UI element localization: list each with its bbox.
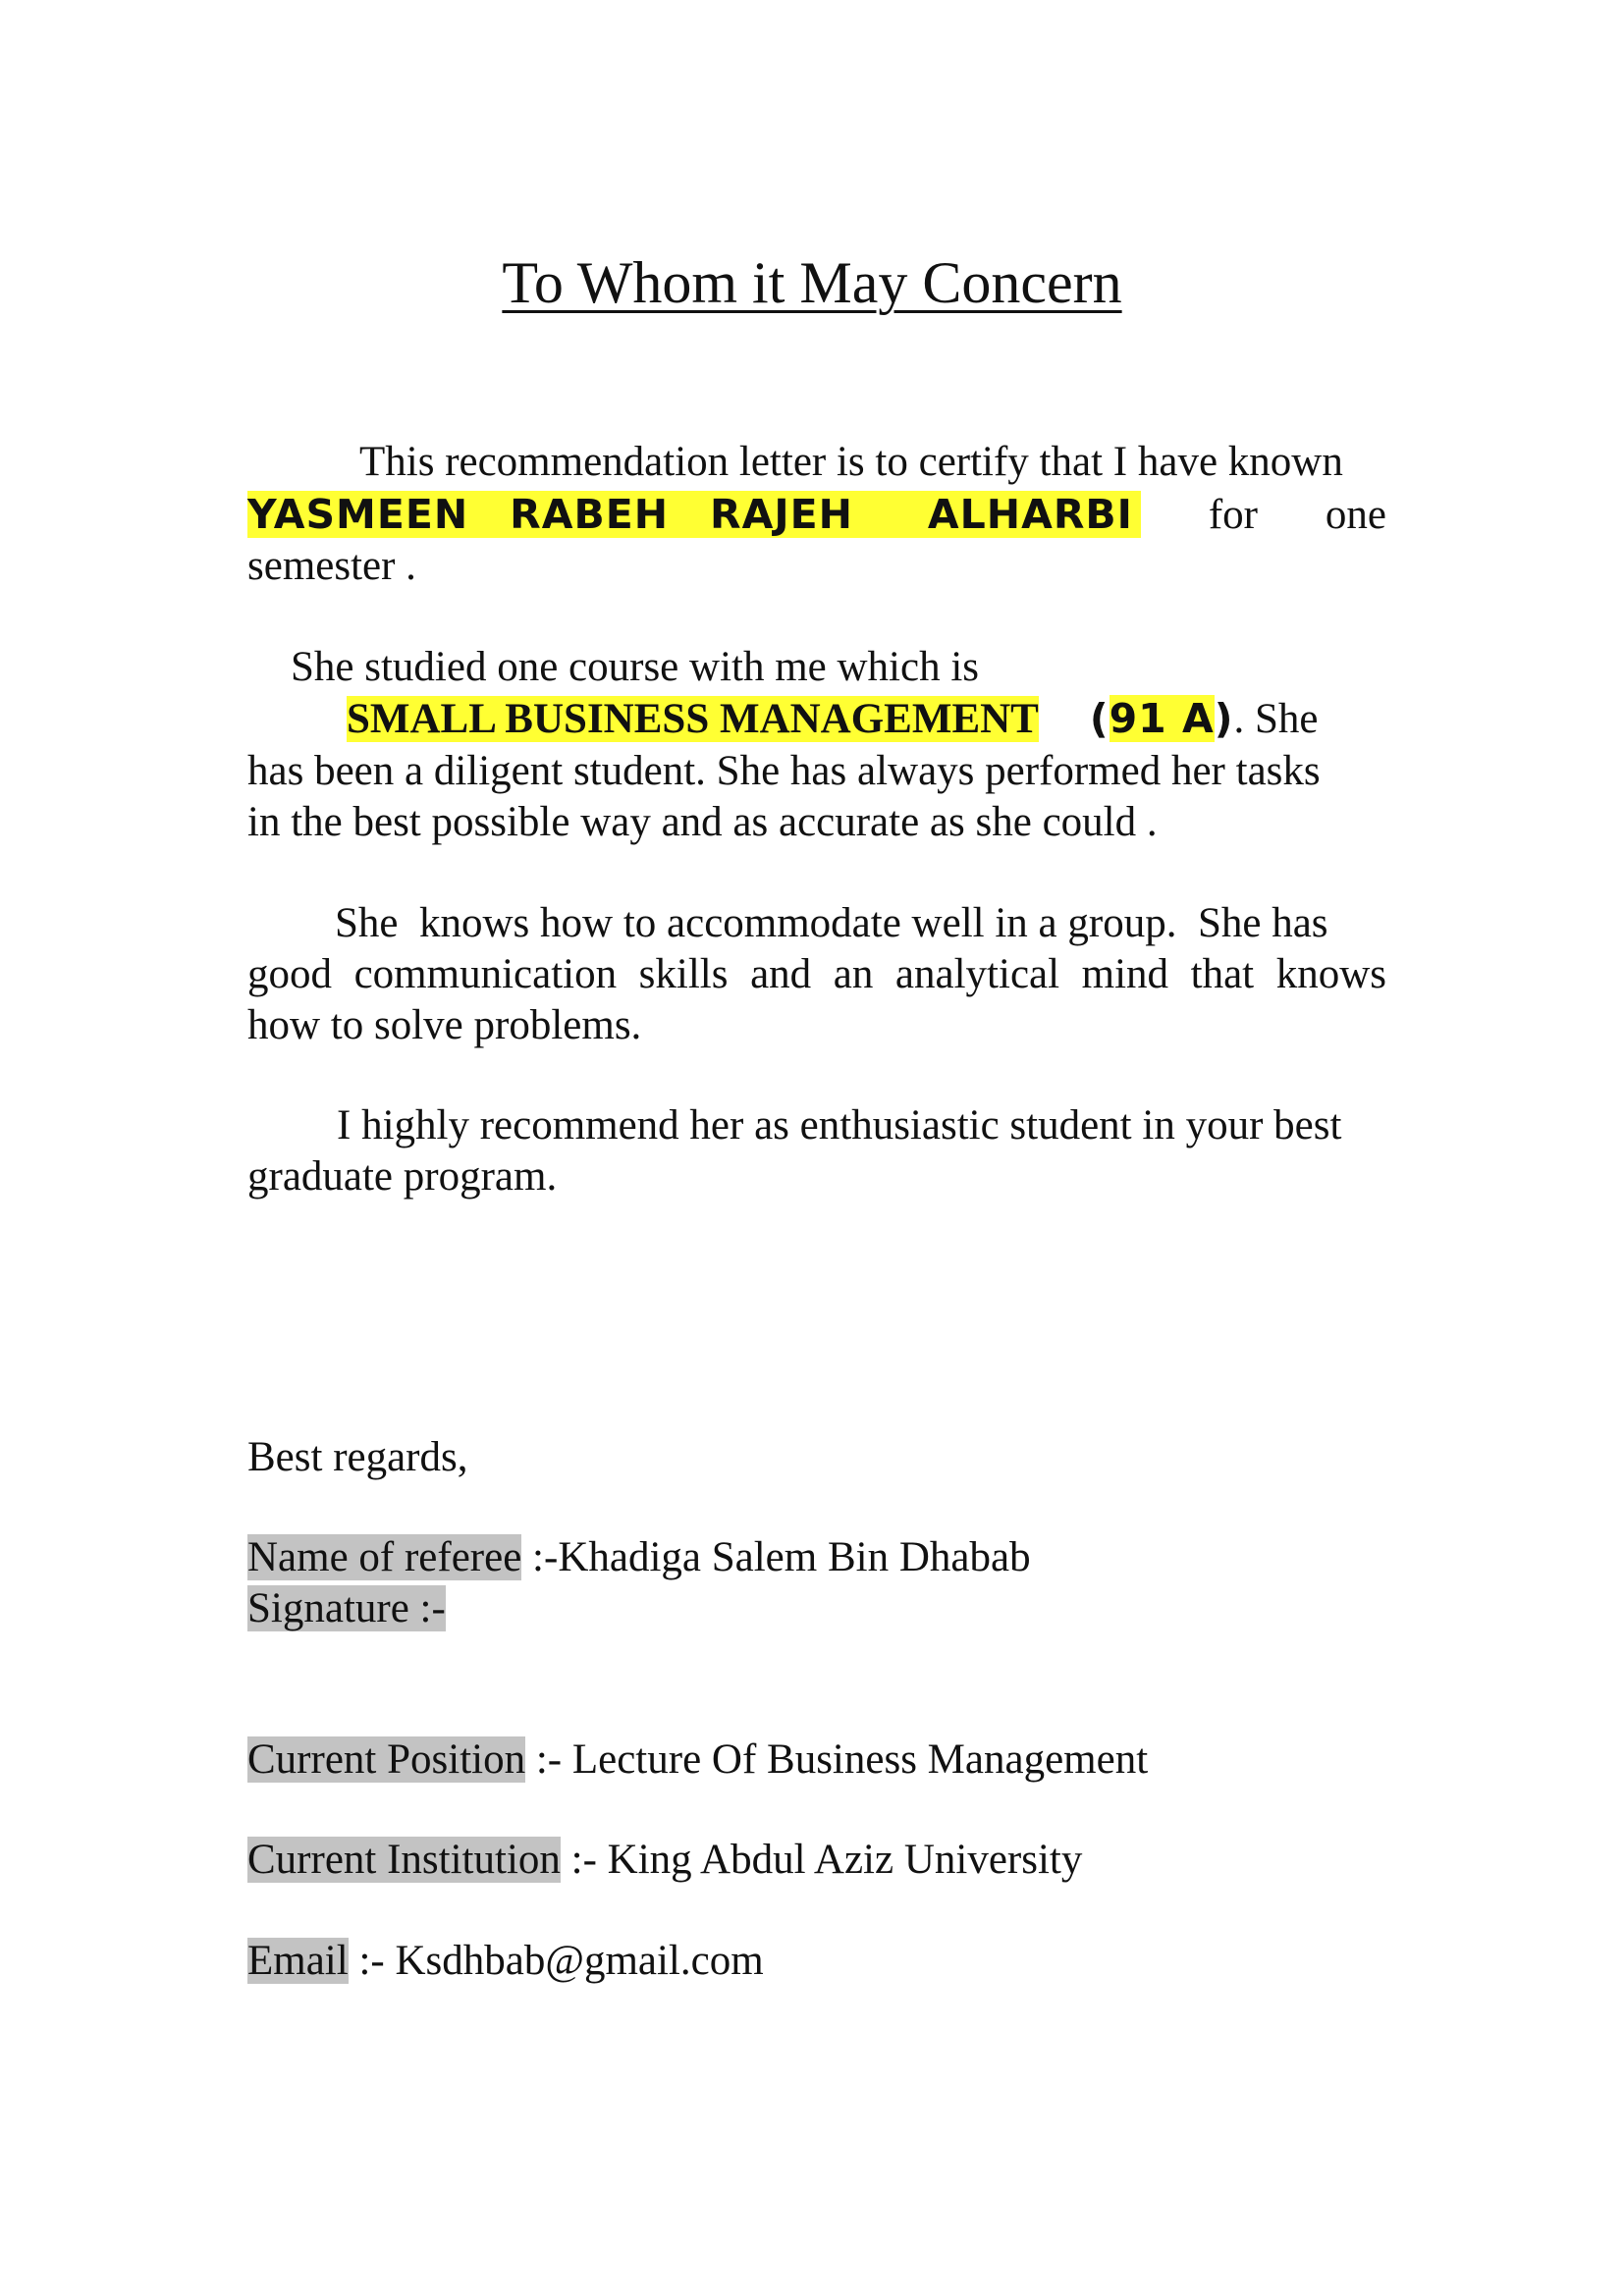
institution-value: :- King Abdul Aziz University <box>560 1837 1083 1883</box>
email-row <box>247 1936 764 1987</box>
course-paren-open: ( <box>1089 695 1110 742</box>
after-name-word: one <box>1325 492 1387 538</box>
signature-label: Signature :- <box>247 1585 446 1631</box>
letter-title: To Whom it May Concern <box>502 250 1122 315</box>
paragraph4-line1: I highly recommend her as enthusiastic student in your best <box>337 1102 1342 1148</box>
student-name-highlight <box>247 491 1141 538</box>
email-value: :- Ksdhbab@gmail.com <box>348 1938 764 1984</box>
paragraph4-line2: graduate program. <box>247 1153 558 1200</box>
email-label: Email <box>247 1938 349 1984</box>
referee-name-label: Name of referee <box>247 1534 522 1580</box>
position-label: Current Position <box>247 1736 526 1783</box>
after-name-word: for <box>1208 492 1258 538</box>
student-name-part: ALHARBI <box>927 491 1133 538</box>
signature-row <box>247 1583 446 1634</box>
paragraph2-line4: in the best possible way and as accurate as she could . <box>247 799 1158 845</box>
course-name-highlight: SMALL BUSINESS MANAGEMENT <box>347 696 1039 742</box>
paragraph1-line3: semester . <box>247 543 416 589</box>
student-name-part: RAJEH <box>710 491 853 538</box>
position-value: :- Lecture Of Business Management <box>525 1736 1149 1783</box>
paragraph1-line1: This recommendation letter is to certify that I have known <box>359 439 1343 485</box>
after-course-text: . She <box>1233 696 1319 742</box>
student-name-part: YASMEEN <box>247 491 469 538</box>
position-row <box>247 1735 1148 1786</box>
institution-row <box>247 1835 1082 1886</box>
paragraph3-line3: how to solve problems. <box>247 1002 642 1048</box>
course-code-highlight: 91 A <box>1109 695 1215 742</box>
paragraph3-line2: good communication skills and an analytical mind that knows <box>247 951 1386 997</box>
paragraph2-line3: has been a diligent student. She has always performed her tasks <box>247 748 1321 794</box>
course-paren-close: ) <box>1214 695 1234 742</box>
referee-name-value: :-Khadiga Salem Bin Dhabab <box>521 1534 1031 1580</box>
paragraph1-line2 <box>247 489 1386 541</box>
paragraph2-line1: She studied one course with me which is <box>291 644 980 690</box>
paragraph2-line2 <box>347 693 1318 745</box>
institution-label: Current Institution <box>247 1837 561 1883</box>
referee-name-row <box>247 1532 1031 1583</box>
student-name-part: RABEH <box>510 491 670 538</box>
paragraph3-line1: She knows how to accommodate well in a group. She has <box>335 900 1328 946</box>
closing-text: Best regards, <box>247 1434 468 1480</box>
